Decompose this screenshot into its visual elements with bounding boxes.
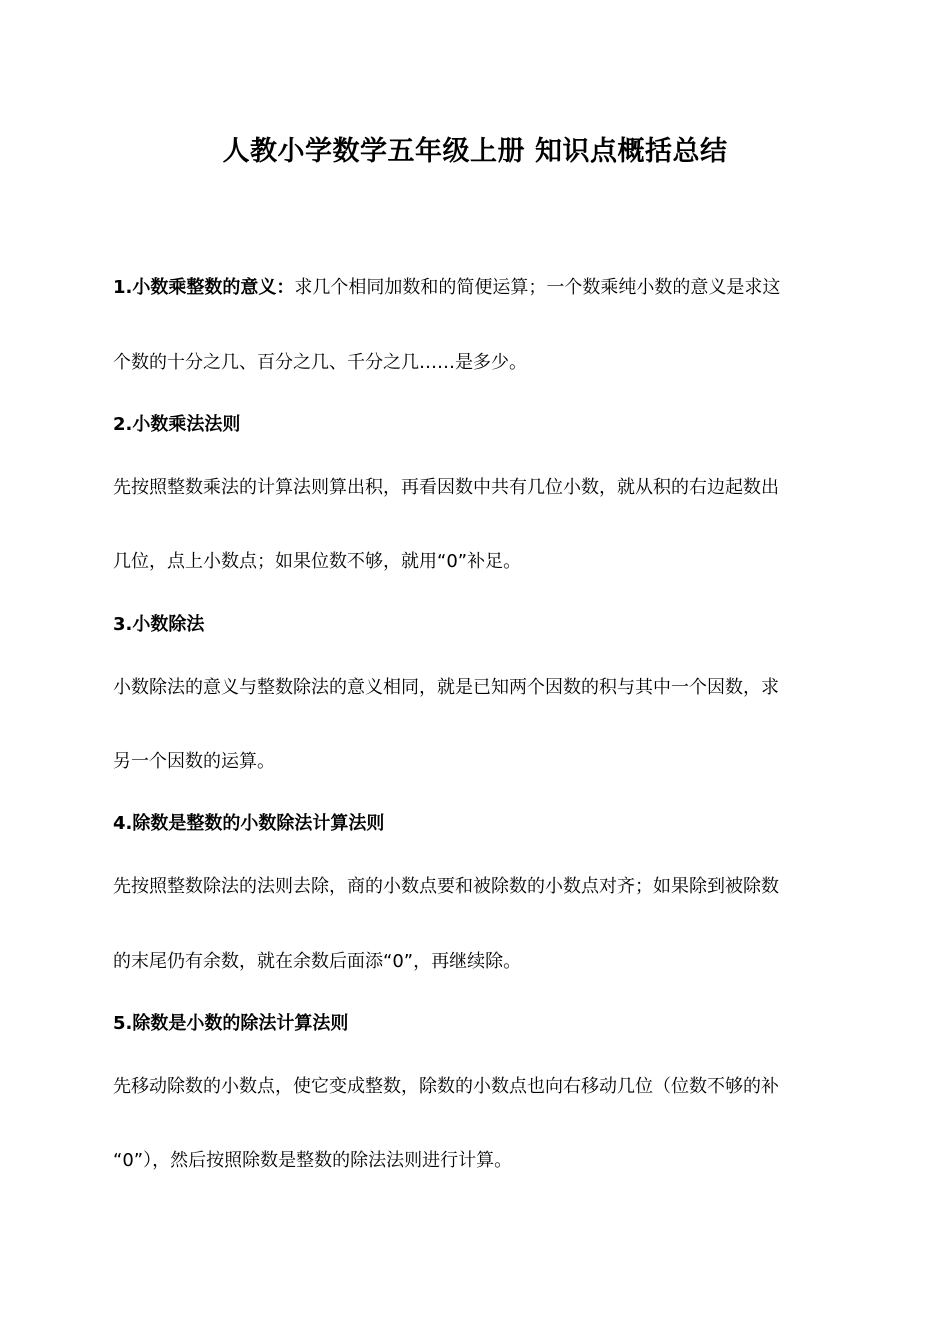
section-3-text-line-1: 小数除法的意义与整数除法的意义相同，就是已知两个因数的积与其中一个因数，求 xyxy=(113,677,779,698)
section-5-text-line-2: “0”），然后按照除数是整数的除法法则进行计算。 xyxy=(113,1150,513,1171)
section-1-first-line xyxy=(113,275,780,301)
section-5-heading: 5.除数是小数的除法计算法则 xyxy=(113,1013,349,1034)
section-1-text-line-2: 个数的十分之几、百分之几、千分之几……是多少。 xyxy=(113,352,527,373)
section-5-text-line-1: 先移动除数的小数点，使它变成整数，除数的小数点也向右移动几位（位数不够的补 xyxy=(113,1076,779,1097)
section-1-heading: 1.小数乘整数的意义： xyxy=(113,277,295,298)
section-2-heading: 2.小数乘法法则 xyxy=(113,414,241,435)
section-2-text-line-1: 先按照整数乘法的计算法则算出积，再看因数中共有几位小数，就从积的右边起数出 xyxy=(113,477,779,498)
section-1-text-line-1: 求几个相同加数和的简便运算；一个数乘纯小数的意义是求这 xyxy=(294,277,781,298)
section-3-text-line-2: 另一个因数的运算。 xyxy=(113,751,275,772)
section-4-text-line-1: 先按照整数除法的法则去除，商的小数点要和被除数的小数点对齐；如果除到被除数 xyxy=(113,876,779,897)
section-2-text-line-2: 几位，点上小数点；如果位数不够，就用“0”补足。 xyxy=(113,551,522,572)
section-4-text-line-2: 的末尾仍有余数，就在余数后面添“0”，再继续除。 xyxy=(113,951,522,972)
document-title: 人教小学数学五年级上册 知识点概括总结 xyxy=(222,136,728,167)
section-3-heading: 3.小数除法 xyxy=(113,614,205,635)
section-4-heading: 4.除数是整数的小数除法计算法则 xyxy=(113,813,385,834)
